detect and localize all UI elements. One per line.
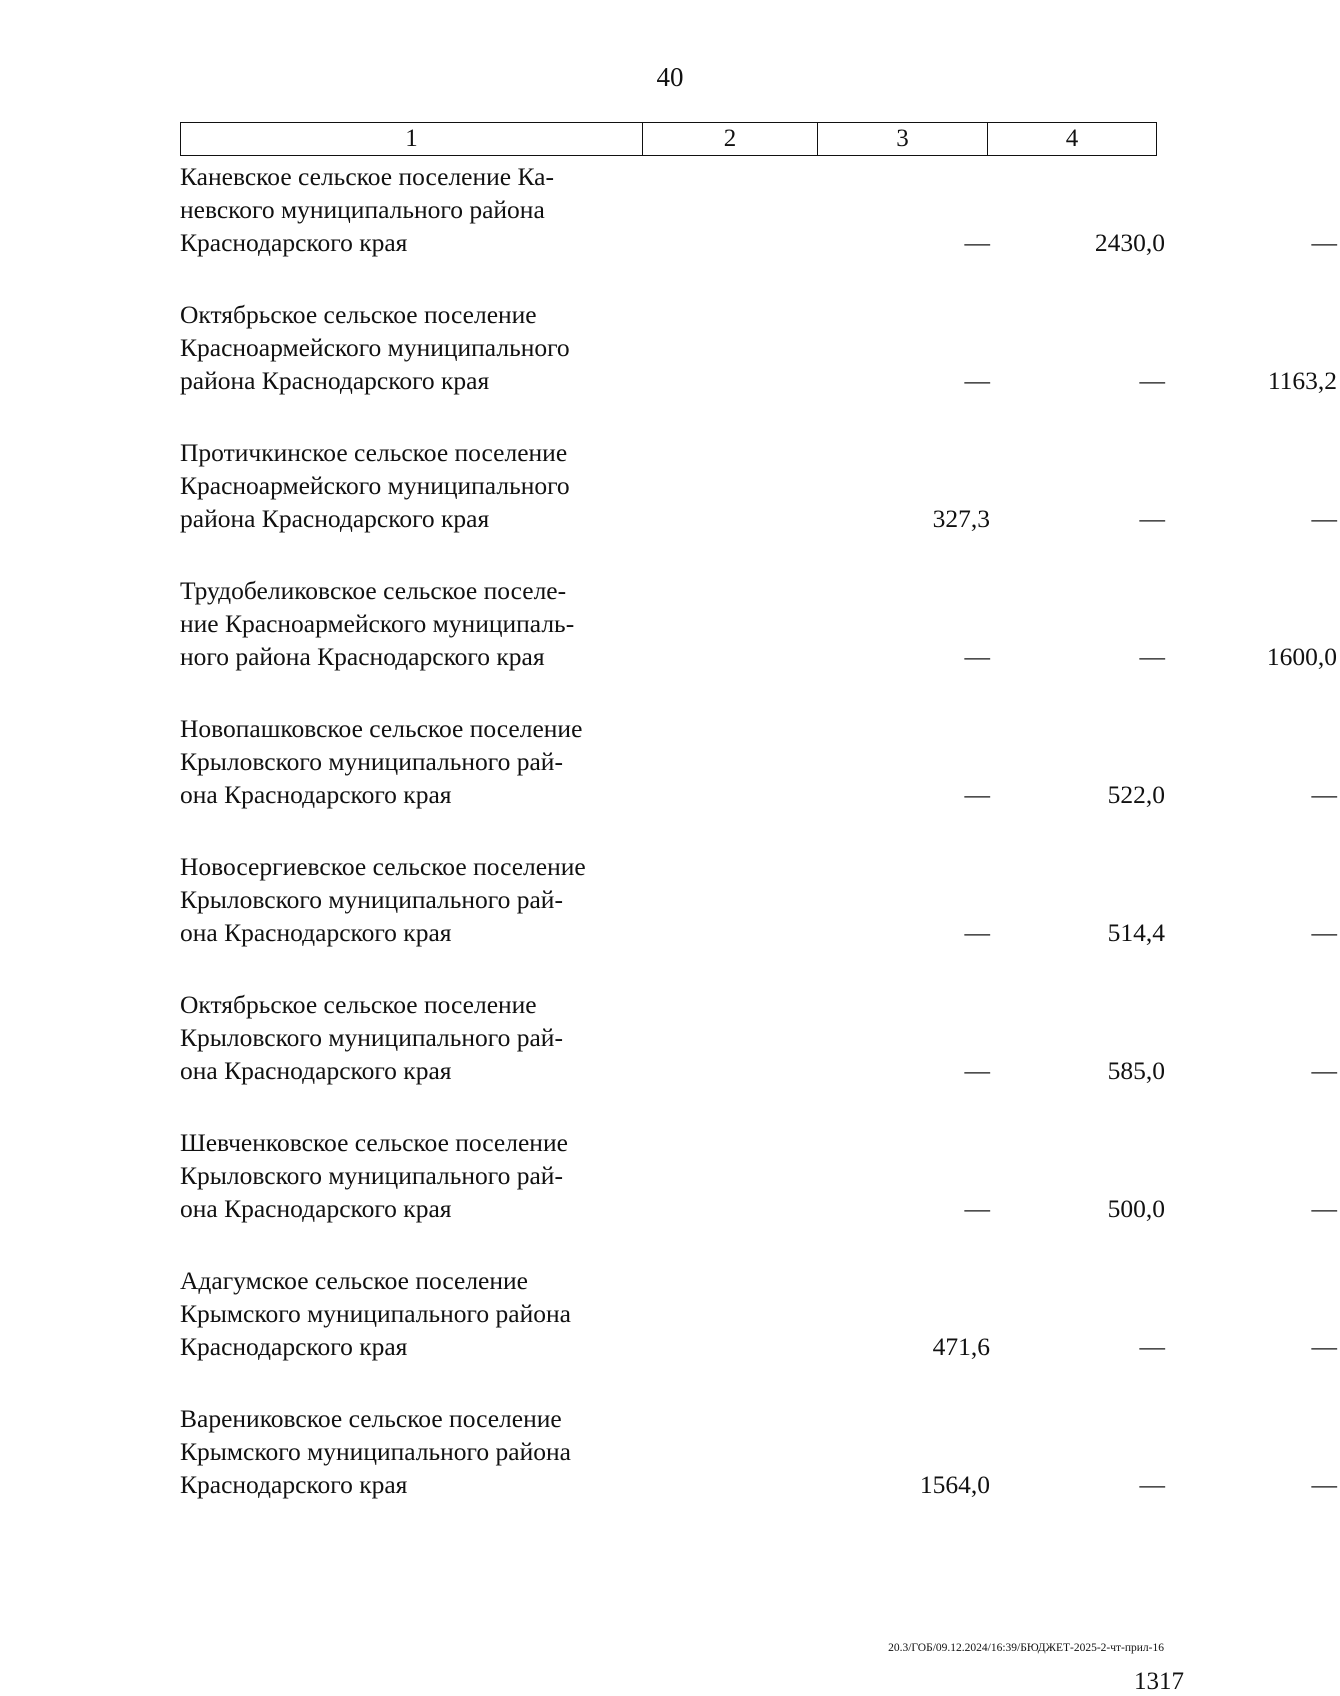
table-row bbox=[180, 850, 1337, 955]
settlement-name: Новопашковское сельское поселение Крыловского муниципального рай- она Краснодарского края bbox=[180, 714, 583, 809]
header-col-3: 3 bbox=[818, 123, 988, 156]
settlement-name: Октябрьское сельское поселение Крыловского муниципального рай- она Краснодарского края bbox=[180, 990, 563, 1085]
table-row bbox=[180, 988, 1337, 1093]
table-row bbox=[180, 712, 1337, 817]
value-col-3: — bbox=[1139, 1332, 1165, 1361]
value-col-3: 522,0 bbox=[1107, 780, 1165, 809]
value-col-2: 1564,0 bbox=[919, 1470, 990, 1499]
value-col-3: 2430,0 bbox=[1094, 228, 1165, 257]
header-col-2: 2 bbox=[643, 123, 818, 156]
value-col-3: — bbox=[1139, 504, 1165, 533]
value-col-4: 1163,2 bbox=[1267, 366, 1337, 395]
value-col-3: — bbox=[1139, 1470, 1165, 1499]
table-header bbox=[180, 122, 1157, 156]
table-row bbox=[180, 1402, 1337, 1507]
settlement-name: Новосергиевское сельское поселение Крыловского муниципального рай- она Краснодарского края bbox=[180, 852, 586, 947]
value-col-2: — bbox=[964, 228, 990, 257]
table-row bbox=[180, 574, 1337, 679]
value-col-4: — bbox=[1311, 1056, 1337, 1085]
value-col-4: — bbox=[1311, 780, 1337, 809]
value-col-4: — bbox=[1311, 1194, 1337, 1223]
value-col-2: — bbox=[964, 642, 990, 671]
value-col-4: — bbox=[1311, 504, 1337, 533]
value-col-2: — bbox=[964, 780, 990, 809]
page-number: 40 bbox=[656, 62, 684, 92]
table-row bbox=[180, 436, 1337, 541]
value-col-2: — bbox=[964, 1194, 990, 1223]
table-row bbox=[180, 1126, 1337, 1231]
table-row bbox=[180, 298, 1337, 403]
value-col-4: — bbox=[1311, 918, 1337, 947]
value-col-3: 585,0 bbox=[1107, 1056, 1165, 1085]
header-col-1: 1 bbox=[181, 123, 643, 156]
value-col-2: — bbox=[964, 918, 990, 947]
value-col-2: — bbox=[964, 1056, 990, 1085]
settlement-name: Шевченковское сельское поселение Крыловского муниципального рай- она Краснодарского края bbox=[180, 1128, 568, 1223]
settlement-name: Октябрьское сельское поселение Красноармейского муниципального района Краснодарского края bbox=[180, 300, 570, 395]
value-col-4: — bbox=[1311, 1332, 1337, 1361]
settlement-name: Адагумское сельское поселение Крымского муниципального района Краснодарского края bbox=[180, 1266, 571, 1361]
settlement-name: Трудобеликовское сельское поселе- ние Красноармейского муниципаль- ного района Краснодарского края bbox=[180, 576, 575, 671]
value-col-3: 500,0 bbox=[1107, 1194, 1165, 1223]
value-col-3: — bbox=[1139, 642, 1165, 671]
value-col-4: — bbox=[1311, 1470, 1337, 1499]
document-page-number: 1317 bbox=[1134, 1668, 1184, 1695]
value-col-2: 327,3 bbox=[932, 504, 990, 533]
value-col-4: — bbox=[1311, 228, 1337, 257]
value-col-3: — bbox=[1139, 366, 1165, 395]
table-row bbox=[180, 1264, 1337, 1369]
settlement-name: Варениковское сельское поселение Крымского муниципального района Краснодарского края bbox=[180, 1404, 571, 1499]
value-col-2: 471,6 bbox=[932, 1332, 990, 1361]
header-col-4: 4 bbox=[988, 123, 1157, 156]
document-code: 20.3/ГОБ/09.12.2024/16:39/БЮДЖЕТ-2025-2-чт-прил-16 bbox=[888, 1642, 1164, 1654]
value-col-4: 1600,0 bbox=[1266, 642, 1337, 671]
table-row bbox=[180, 160, 1337, 265]
settlement-name: Протичкинское сельское поселение Красноармейского муниципального района Краснодарского края bbox=[180, 438, 570, 533]
value-col-2: — bbox=[964, 366, 990, 395]
settlement-name: Каневское сельское поселение Ка- невского муниципального района Краснодарского края bbox=[180, 162, 554, 257]
value-col-3: 514,4 bbox=[1107, 918, 1165, 947]
